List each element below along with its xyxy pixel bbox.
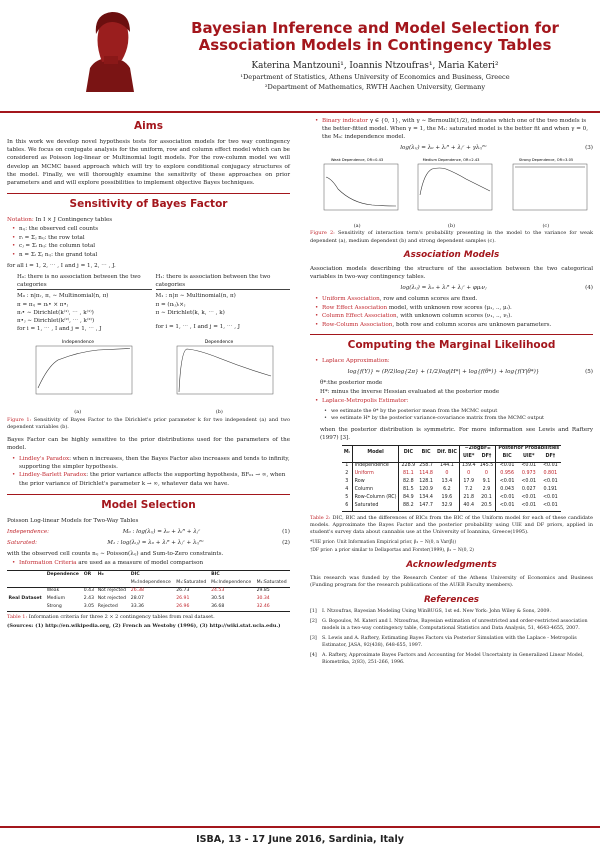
reference-item (310, 609, 593, 616)
eq-number: (3) (585, 145, 593, 152)
table-cell: 139.4 (459, 462, 477, 470)
eq-body: M₁ : log(λᵢⱼ) = λ₀ + λᵢᴿ + λⱼᶜ + λᵢⱼᴿᶜ (107, 540, 204, 547)
list-item (315, 304, 593, 312)
caption-label: Table 1: (7, 613, 28, 620)
table-cell: 147.7 (419, 503, 433, 509)
table-cell: Medium (46, 595, 66, 601)
list-item: • we estimate the θ* by the posterior mean from the MCMC output (324, 408, 593, 415)
table-cell (45, 579, 82, 587)
table-subheader: M₀:Independence (211, 579, 252, 585)
list-head: Laplace Approximation: (322, 358, 390, 365)
figure-1a (18, 336, 138, 414)
equation-3 (310, 144, 593, 152)
table-cell: Not rejected (97, 595, 127, 601)
h0-line: π = πᵢⱼ = πᵢ• × π•ⱼ (17, 301, 69, 308)
table-cell: Weak (46, 588, 60, 594)
table-cell: <0.01 (496, 479, 518, 487)
row-group: Real Dataset (8, 595, 42, 601)
table-cell: Strong (46, 603, 62, 609)
h1-block (156, 273, 291, 333)
criteria-list (12, 559, 290, 567)
figure-2c-plot (501, 155, 591, 219)
footnote-uie: *UIE prior: Unit Information Empirical prior, β₁ ∼ N(0, n Var(β̂)) (310, 540, 457, 546)
lm-sub-list (324, 408, 593, 423)
author-list: Katerina Mantzouni¹, Ioannis Ntzoufras¹, Maria Kateri² (251, 61, 499, 71)
table-subheader: M₀:Independence (130, 579, 171, 585)
table-header: Dif. BIC (435, 445, 459, 462)
list-item (315, 397, 593, 405)
list-head: Row Effect Association (322, 304, 388, 311)
list-head: Lindley's Paradox (19, 455, 70, 462)
caption-text: Information criteria for three 2 × 2 contingency tables from real dataset. (28, 613, 215, 620)
list-text: γ ∈ {0, 1}, with γ ∼ Bernoulli(1/2), indicates which one of the two models is the better-fitted model. When γ = 1, the M₁: saturated model is the better fit and when γ = 0, the M₀: independence model. (322, 118, 589, 141)
table-header: Mₗ (342, 445, 352, 462)
table-cell: 26.96 (176, 603, 190, 609)
table-cell: 29.85 (256, 588, 270, 594)
table-cell: 30.34 (256, 595, 270, 601)
ack-text: This research was funded by the Research Center of the Athens University of Economics and Business (Funding program for the research publications of the AUEB Faculty members). (310, 575, 593, 589)
table-cell: 2.43 (83, 595, 95, 601)
ref-number: [2] (310, 619, 317, 625)
with-text: with the observed cell counts nᵢⱼ ∼ Poisson(λᵢⱼ) and Sum-to-Zero constraints. (7, 551, 224, 558)
figure-2b-title: Medium Dependence, OR=2.43 (423, 158, 480, 163)
paradox-list (12, 455, 290, 488)
table-header: H₀ (97, 571, 104, 577)
theta-def: θ*:the posterior mode (320, 380, 383, 387)
affiliation-2: ²Department of Mathematics, RWTH Aachen University, Germany (264, 82, 486, 91)
ref-number: [3] (310, 636, 317, 642)
figure-2c-label: (c) (542, 222, 550, 229)
table-header: DIC (130, 571, 140, 577)
table-row (342, 487, 561, 495)
eq-number: (2) (282, 540, 290, 547)
eq-number: (5) (585, 369, 593, 376)
header-divider (0, 111, 600, 113)
table-cell: 6.2 (443, 487, 451, 493)
ack-title: Acknowledgments (406, 560, 497, 571)
table-cell: 0 (484, 471, 488, 477)
table-cell: 21.8 (459, 495, 477, 503)
notation (7, 216, 290, 224)
footnote-df: †DF prior: a prior similar to Dellaportas and Forster(1999), β₁ ∼ N(0, 2) (310, 547, 474, 553)
table-row (342, 479, 561, 487)
model-selection-title: Model Selection (7, 494, 290, 513)
table-cell: 13.4 (441, 479, 453, 485)
table-2-caption (310, 515, 593, 537)
figure-1a-title: Independence (61, 340, 94, 346)
list-text: model, with unknown row scores (μ₁, .., μᵢ). (387, 304, 512, 311)
figure-2c (501, 155, 591, 227)
table-cell: <0.01 (496, 462, 518, 470)
table-cell: 26.38 (130, 588, 144, 594)
table-cell: 2 (345, 471, 349, 477)
list-item (315, 295, 593, 303)
table-cell: 0.956 (496, 471, 518, 479)
table-cell: 32.46 (256, 603, 270, 609)
table-cell: 120.9 (419, 487, 433, 493)
table-cell: 1 (345, 463, 349, 469)
table-cell: 28.07 (130, 595, 144, 601)
reference-item (310, 636, 593, 650)
eq-label: Saturated: (7, 540, 38, 547)
table-cell: 144.1 (440, 463, 454, 469)
figure-2a (312, 155, 402, 227)
table-cell: 0.043 (496, 487, 518, 495)
ref-text: G. Bopoulos, M. Kateri and I. Ntzoufras, Bayesian estimation of unrestricted and order-restricted association models in a two-way contingency table, Computational Statistics and Data Analysis, 51, 4643-4655, 2007. (322, 619, 588, 632)
table-cell: 40.4 (459, 503, 477, 511)
table-cell: 258.7 (419, 463, 433, 469)
model-subhead: Poisson Log-linear Models for Two-Way Tables (7, 517, 139, 524)
poster-header (0, 0, 600, 112)
table-cell: 0.191 (543, 487, 558, 493)
figure-2-caption (310, 230, 593, 245)
association-list (315, 295, 593, 329)
list-item: • n = Σᵢ Σⱼ nᵢⱼ: the grand total (12, 251, 290, 259)
table-cell: Column (352, 487, 399, 495)
hessian-def: H*: minus the inverse Hessian evaluated at the posterior mode (320, 388, 500, 395)
sources-line: (Sources: (1) http://en.wikipedia.org, (2) French an Westoby (1996), (3) http://wiki.stat.ucla.edu.) (7, 622, 281, 629)
figure-2b-label: (b) (447, 222, 456, 229)
h0-block (17, 273, 152, 333)
h0-line: for i = 1, ⋯ , I and j = 1, ⋯ , J (17, 325, 102, 332)
list-text: , both row and column scores are unknown parameters. (392, 321, 552, 328)
table-header: Model (352, 445, 399, 462)
list-item (315, 312, 593, 320)
list-item: • rᵢ = Σⱼ nᵢⱼ: the row total (12, 234, 290, 242)
table-row (7, 587, 290, 595)
table-subheader: M₁:Saturated (176, 579, 207, 585)
table-subheader: UIE* (459, 454, 477, 462)
eq-label: Independence: (7, 529, 50, 535)
association-title: Association Models (403, 249, 500, 260)
affiliations (170, 73, 580, 92)
table-cell: 0.973 (521, 471, 536, 477)
table-header: OR (83, 571, 92, 577)
table-cell: <0.01 (542, 463, 558, 469)
right-column (310, 116, 593, 670)
figure-1a-plot (18, 336, 138, 406)
caption-text: Sensitivity of Bayes Factor to the Dirichlet's prior parameter k for two independent (a) and two dependent variables (b). (7, 417, 291, 431)
table-cell: Row (352, 479, 399, 487)
table-cell: <0.01 (521, 495, 537, 501)
table-cell: <0.01 (496, 503, 518, 511)
table-cell: Independence (352, 462, 399, 470)
table-header: BIC (417, 445, 435, 462)
table-cell (7, 579, 45, 587)
list-head: Information Criteria (19, 560, 77, 567)
equation-1 (7, 528, 290, 536)
aims-title: Aims (134, 120, 163, 132)
table-1-caption (7, 614, 290, 621)
table-row (342, 462, 561, 470)
table-cell: 32.9 (441, 503, 453, 509)
table-cell: <0.01 (542, 479, 558, 485)
table-row (342, 503, 561, 511)
caption-text: DIC, BIC and the differences of BICs from the BIC of the Uniform model for each of these candidate models. Approximate the Bayes Factor and the posterior probability using UIE and DF priors, applied in student's survey data about cannabis use at the University of Ioannina, Greece(1995). (310, 514, 593, 536)
table-cell: 134.4 (419, 495, 433, 501)
figure-1a-label: (a) (74, 409, 82, 416)
table-cell (82, 579, 96, 587)
table-row (342, 471, 561, 479)
ref-text: S. Lewis and A. Raftery, Estimating Bayes Factors via Posterior Simulation with the Laplace - Metropolis Estimator, JASA, 92(438), 648-655, 1997. (322, 636, 577, 649)
table-cell: 0.43 (83, 588, 95, 594)
list-item (12, 455, 290, 471)
list-item: • we estimate H* by the posterior variance-covariance matrix from the MCMC output (324, 415, 593, 422)
list-head: Uniform Association (322, 296, 380, 303)
poster-footer: ISBA, 13 - 17 June 2016, Sardinia, Italy (0, 826, 600, 846)
table-row (7, 595, 290, 603)
figure-2a-title: Weak Dependence, OR=0.43 (331, 158, 384, 163)
caption-label: Figure 1: (7, 417, 32, 424)
equation-4 (310, 284, 593, 292)
figure-2a-plot (312, 155, 402, 219)
table-subheader: DF† (545, 454, 556, 460)
refs-title: References (423, 594, 480, 605)
figure-2b (406, 155, 496, 227)
list-text: are used as a measure of model comparison (76, 560, 204, 567)
list-text: , with unknown column scores (ν₁, .., νⱼ). (396, 313, 513, 320)
ref-number: [4] (310, 653, 317, 659)
eq-body: log(λᵢⱼ) = λ₀ + λᵢᴿ + λⱼᶜ + γλᵢⱼᴿᶜ (400, 145, 487, 152)
list-text: : the prior variance affects the supporting hypothesis, BF₀₁ → ∞, when the prior variance of Dirichlet's parameter k → ∞, whatever data we have. (19, 472, 286, 487)
table-cell: 2.9 (482, 487, 491, 493)
caption-label: Figure 2: (310, 230, 335, 237)
table-cell: 81.1 (399, 471, 417, 479)
table-cell: 228.9 (399, 462, 417, 470)
ref-text: I. Ntzoufras, Bayesian Modeling Using WinBUGS, 1st ed. New York: John Wiley & Sons, 2009. (322, 609, 552, 615)
equation-2 (7, 539, 290, 547)
table-cell: <0.01 (542, 503, 558, 509)
figure-2c-title: Strong Dependence, OR=3.05 (518, 158, 573, 163)
figure-2a-label: (a) (353, 222, 361, 229)
table-cell: 84.9 (399, 495, 417, 503)
table-cell: Saturated (352, 503, 399, 511)
h1-line: π ∼ Dirichlet(k, k, ⋯ , k) (155, 309, 225, 316)
association-text: Association models describing the structure of the association between the two categorical variables in two-way contingency tables. (310, 265, 593, 280)
eq-number: (4) (585, 284, 593, 291)
list-head: Lindley-Barlett Paradox (19, 472, 87, 479)
table-cell: Not rejected (97, 588, 127, 594)
list-head: Row-Column Association (322, 321, 393, 328)
for-all-text: for all i = 1, 2, ⋯ , I and j = 1, 2, ⋯ , J. (7, 263, 116, 270)
table-cell: 36.68 (211, 603, 225, 609)
table-header (7, 571, 45, 579)
table-row (7, 603, 290, 611)
list-item (12, 559, 290, 567)
table-cell: Row-Column (RC) (352, 495, 399, 503)
table-cell (96, 579, 129, 587)
list-item (315, 117, 593, 141)
figure-2 (310, 155, 593, 227)
table-header: −2logBF₀ₗ (459, 445, 495, 453)
table-header: Posterior Probabilities (496, 445, 561, 453)
table-header: DIC (399, 445, 417, 462)
table-cell: 7.2 (459, 487, 477, 495)
notation-text: In I × J Contingency tables (35, 217, 113, 224)
table-cell: <0.01 (496, 495, 518, 503)
poster-title: Bayesian Inference and Model Selection for Association Models in Contingency Tables (191, 19, 559, 55)
affiliation-1: ¹Department of Statistics, Athens University of Economics and Business, Greece (240, 73, 510, 81)
table-cell: 5 (345, 495, 349, 501)
h0-title: H₀: there is no association between the two categories (17, 273, 152, 290)
classical-bust-logo (56, 6, 164, 92)
marginal-likelihood-title: Computing the Marginal Likelihood (310, 334, 593, 353)
table-cell: 30.54 (211, 595, 225, 601)
list-text: : when n increases, then the Bayes Factor also increases and tends to infinity, supporting the simpler hypothesis. (19, 455, 290, 470)
bayes-factor-paragraph: Bayes Factor can be highly sensitive to the prior distributions used for the parameters of the model. (7, 436, 290, 451)
list-head: Laplace-Metropolis Estimator: (322, 397, 409, 404)
figure-1b-title: Dependence (205, 340, 234, 346)
table-cell: 26.91 (176, 595, 190, 601)
table-cell: 0.801 (543, 471, 558, 477)
list-item (315, 321, 593, 329)
eq-body: log{f(Y)} ≈ (P/2)log{2π} + (1/2)log|H*| + log{f(θ*)} + log{f(Y|θ*)} (347, 369, 540, 376)
figure-1b (159, 336, 279, 414)
table-subheader: BIC (496, 454, 518, 462)
table-cell: 6 (345, 503, 349, 509)
sensitivity-title: Sensitivity of Bayes Factor (7, 193, 290, 212)
table-cell: 0.027 (521, 487, 536, 493)
figure-1 (7, 336, 290, 414)
h0-line: M₀ : n|πᵣ, π꜀ ∼ Multinomial(n, π) (17, 293, 109, 300)
table-cell: 82.8 (399, 479, 417, 487)
table-cell: 0 (445, 471, 449, 477)
table-2 (342, 445, 561, 512)
figure-2b-plot (406, 155, 496, 219)
aims-text: In this work we develop novel hypothesis tests for association models for two way contingency tables. We focus on conjugate analysis for the uniform, row and column effect model which can be considered as Poisson log-linear or Multinomial logit models. For the row-column model we will develop an MCMC based approach which will try to explore conditional conjugacy structures of the model. Finally, we will thoroughly examine the sensitivity of these approaches on prior parameters and and will explore possibilities to implement objective Bayes techniques. (7, 139, 290, 186)
table-cell: <0.01 (521, 479, 537, 485)
table-cell: 24.53 (211, 588, 225, 594)
binary-indicator-list (315, 117, 593, 141)
h1-line: M₁ : n|π ∼ Multinomial(n, π) (155, 293, 236, 300)
h0-line: π•ⱼ ∼ Dirichlet(k⁽²⁾, ⋯ , k⁽²⁾) (17, 317, 95, 324)
h1-line: for i = 1, ⋯ , I and j = 1, ⋯ , J (155, 323, 241, 330)
list-head: Binary indicator (322, 118, 368, 124)
table-cell: 17.9 (459, 479, 477, 487)
table-cell: 20.1 (481, 495, 492, 501)
table-cell: 9.1 (482, 479, 491, 485)
table-cell: 81.5 (399, 487, 417, 495)
table-cell: 3 (345, 479, 349, 485)
eq-number: (1) (282, 529, 290, 535)
table-subheader: UIE* (523, 454, 535, 460)
table-cell: <0.01 (521, 503, 537, 509)
when-text: when the posterior distribution is symmetric. For more information see Lewis and Raftery (1997) [3]. (320, 426, 593, 441)
laplace-metropolis-list (315, 397, 593, 405)
table-1 (7, 570, 290, 611)
table-header: Dependence (46, 571, 79, 577)
notation-list (12, 225, 290, 259)
eq-body: M₀ : log(λᵢⱼ) = λ₀ + λᵢᴿ + λⱼᶜ (122, 529, 201, 535)
table-cell: <0.01 (521, 463, 537, 469)
ref-number: [1] (310, 609, 317, 615)
hypotheses (17, 273, 290, 333)
list-text: , row and column scores are fixed. (379, 296, 478, 303)
table-cell: 19.6 (441, 495, 453, 501)
figure-1b-plot (159, 336, 279, 406)
table-cell: 145.5 (479, 463, 494, 469)
table-cell: 20.5 (481, 503, 492, 509)
h1-line: π = (πᵢⱼ)ᵢ×ⱼ (155, 301, 186, 308)
list-item: • nᵢⱼ: the observed cell counts (12, 225, 290, 233)
list-item (12, 471, 290, 487)
table-cell: Rejected (97, 603, 118, 609)
table-cell: Uniform (352, 471, 399, 479)
table-cell: 0 (459, 471, 477, 479)
reference-list (310, 609, 593, 667)
reference-item (310, 619, 593, 633)
table-cell: 114.8 (419, 471, 433, 477)
table-subheader: DF† (481, 454, 492, 460)
caption-label: Table 2: (310, 514, 331, 521)
eq-body: log(λᵢⱼ) = λ₀ + λᵢᴿ + λⱼᶜ + φμᵢνⱼ (400, 284, 487, 291)
table-cell: 33.36 (130, 603, 144, 609)
table-cell: 88.2 (399, 503, 417, 511)
notation-label: Notation: (7, 217, 34, 224)
h0-line: πᵢ• ∼ Dirichlet(k⁽¹⁾, ⋯ , k⁽¹⁾) (17, 309, 94, 316)
table-cell: 3.05 (83, 603, 95, 609)
equation-5 (310, 368, 593, 376)
left-column (7, 116, 290, 634)
table-cell: <0.01 (542, 495, 558, 501)
table-header: BIC (211, 571, 220, 577)
list-item (315, 357, 593, 365)
table-subheader: M₁:Saturated (256, 579, 287, 585)
figure-1b-label: (b) (215, 409, 223, 416)
list-item: • cⱼ = Σᵢ nᵢⱼ: the column total (12, 242, 290, 250)
ref-text: A. Raftery, Approximate Bayes Factors and Accounting for Model Uncertainty in Generalized Linear Model, Biometrika, 2(83), 251-266, 1996. (322, 653, 584, 666)
table-cell: 128.1 (419, 479, 433, 485)
h1-title: H₁: there is association between the two categories (156, 273, 291, 290)
table-row (342, 495, 561, 503)
table-cell: 4 (345, 487, 349, 493)
caption-text: Sensitivity of interaction term's probability presenting in the model to the variance for weak dependent (a), medium dependent (b) and strong dependent samples (c). (310, 230, 593, 244)
table-cell: 26.73 (176, 588, 190, 594)
table-2-body (342, 462, 561, 511)
laplace-list (315, 357, 593, 365)
list-head: Column Effect Association (322, 313, 397, 320)
figure-1-caption (7, 417, 290, 432)
reference-item (310, 653, 593, 667)
